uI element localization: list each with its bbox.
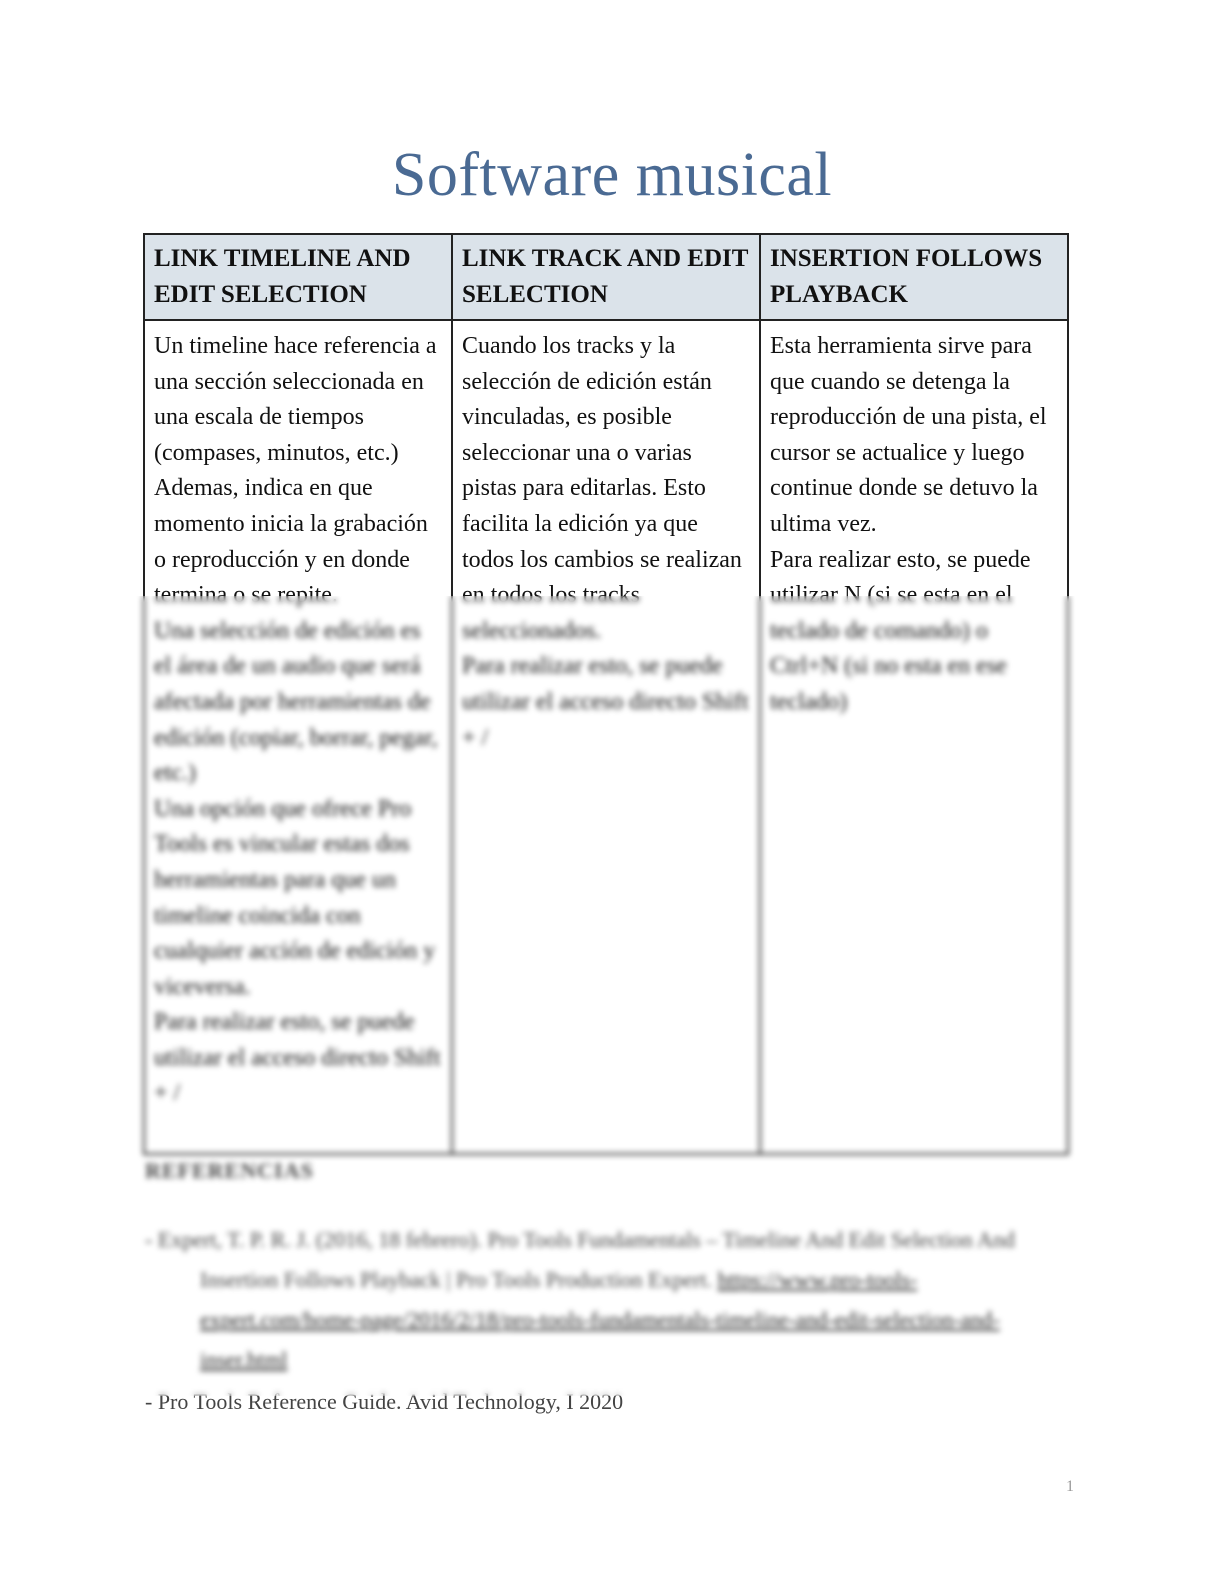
reference-text: - Pro Tools Reference Guide. Avid Technology, I 2020 — [145, 1389, 624, 1414]
reference-link[interactable]: https://www.pro-tools-expert.com/home-page/2016/2/18/pro-tools-fundamentals-timeline-and-edit-selection-and-inser.html — [200, 1267, 1000, 1372]
comparison-table — [143, 233, 1069, 1155]
cell-insertion-follows: Esta herramienta sirve para que cuando se detenga la reproducción de una pista, el cursor se actualice y luego continue donde se detuvo la ultima vez. Para realizar esto, se puede utilizar N (si se esta en el teclado de comando) o Ctrl+N (si no esta en ese teclado) — [760, 320, 1068, 1154]
reference-text: - Expert, T. P. R. J. (2016, 18 febrero). Pro Tools Fundamentals – Timeline And Edit Selection And Insertion Follows Playback | Pro Tools Production Expert. — [145, 1227, 1015, 1292]
header-link-timeline: LINK TIMELINE AND EDIT SELECTION — [144, 234, 452, 320]
table-header-row — [144, 234, 1068, 320]
cell-link-track: Cuando los tracks y la selección de edición están vinculadas, es posible seleccionar una o varias pistas para editarlas. Esto facilita la edición ya que todos los cambios se realizan en todos los tracks seleccionados. Para realizar esto, se puede utilizar el acceso directo Shift + / — [452, 320, 760, 1154]
page-title: Software musical — [391, 141, 833, 209]
header-insertion-follows: INSERTION FOLLOWS PLAYBACK — [760, 234, 1068, 320]
reference-item — [145, 1220, 1070, 1380]
references-heading: REFERENCIAS — [145, 1158, 314, 1183]
table-row — [144, 320, 1068, 1154]
cell-link-timeline: Un timeline hace referencia a una sección seleccionada en una escala de tiempos (compases, minutos, etc.) Ademas, indica en que momento inicia la grabación o reproducción y en donde termina o se repite. Una selección de edición es el área de un audio que será afectada por herramientas de edición (copiar, borrar, pegar, etc.) Una opción que ofrece Pro Tools es vincular estas dos herramientas para que un timeline coincida con cualquier acción de edición y viceversa. Para realizar esto, se puede utilizar el acceso directo Shift + / — [144, 320, 452, 1154]
reference-item — [145, 1382, 1070, 1422]
page-number: 1 — [1066, 1478, 1074, 1495]
header-link-track: LINK TRACK AND EDIT SELECTION — [452, 234, 760, 320]
references-section — [145, 1158, 1070, 1424]
